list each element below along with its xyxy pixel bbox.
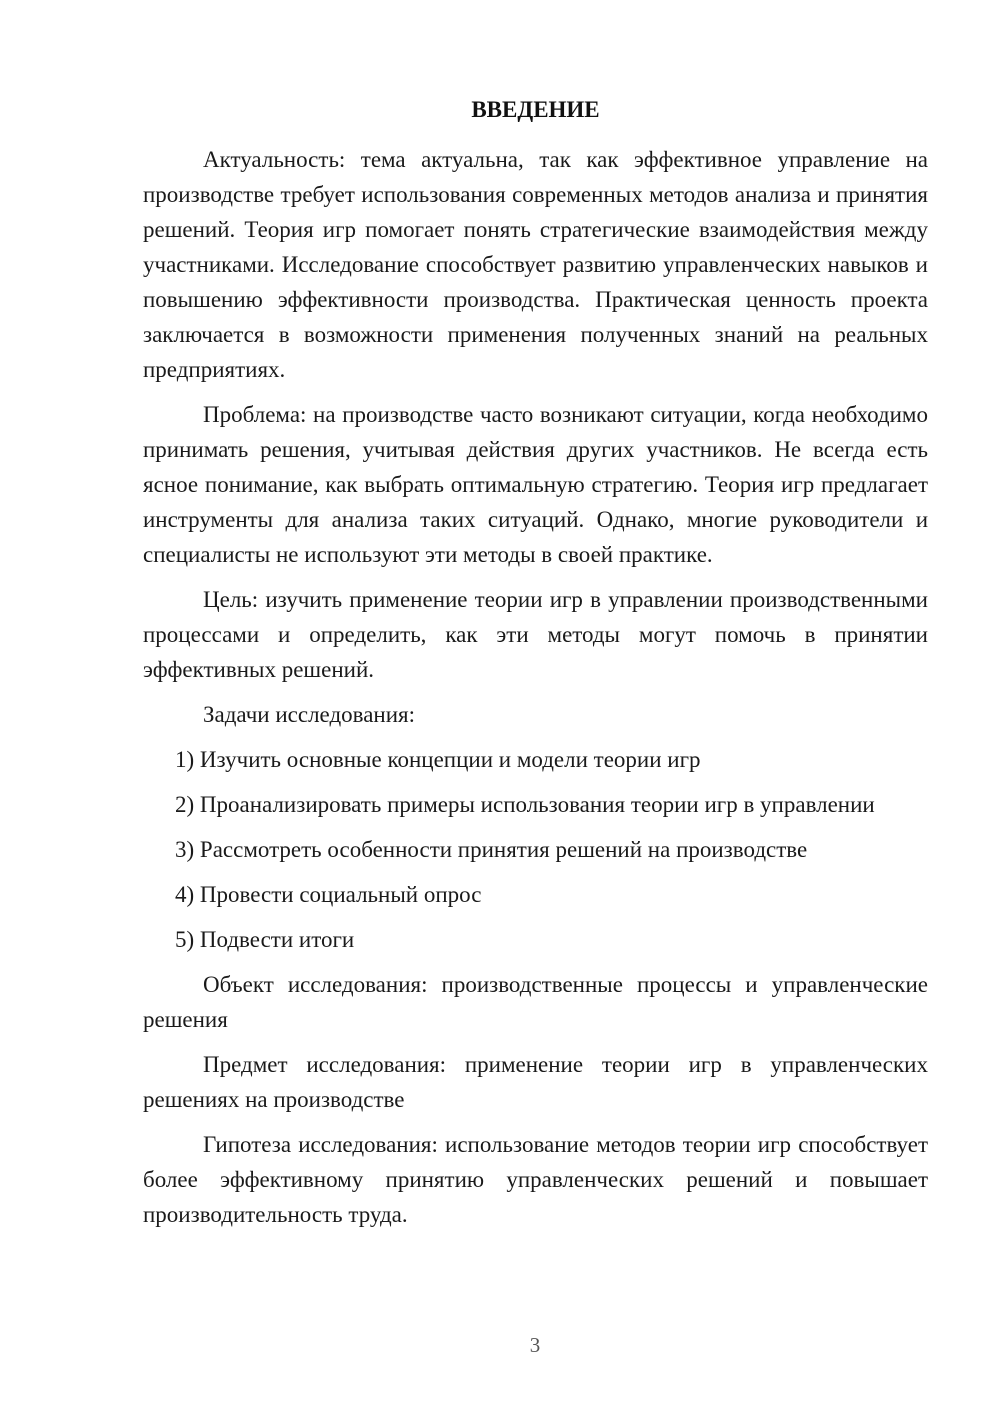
task-item: 4) Провести социальный опрос bbox=[175, 882, 482, 907]
goal-paragraph: Цель: изучить применение теории игр в управлении производственными процессами и определить, как эти методы могут помочь в принятии эффективных решений. bbox=[143, 587, 928, 682]
tasks-heading: Задачи исследования: bbox=[203, 702, 416, 727]
relevance-paragraph: Актуальность: тема актуальна, так как эффективное управление на производстве требует использования современных методов анализа и принятия решений. Теория игр помогает понять стратегические взаимодействия между участниками. Исследование способствует развитию управленческих навыков и повышению эффективности производства. Практическая ценность проекта заключается в возможности применения полученных знаний на реальных предприятиях. bbox=[143, 147, 928, 382]
page-number: 3 bbox=[529, 1333, 541, 1357]
document-body bbox=[143, 142, 928, 1232]
problem-paragraph: Проблема: на производстве часто возникают ситуации, когда необходимо принимать решения, учитывая действия других участников. Не всегда есть ясное понимание, как выбрать оптимальную стратегию. Теория игр предлагает инструменты для анализа таких ситуаций. Однако, многие руководители и специалисты не используют эти методы в своей практике. bbox=[143, 402, 928, 567]
object-paragraph: Объект исследования: производственные процессы и управленческие решения bbox=[143, 972, 928, 1032]
task-item: 2) Проанализировать примеры использования теории игр в управлении bbox=[175, 792, 875, 817]
task-item: 3) Рассмотреть особенности принятия решений на производстве bbox=[175, 837, 808, 862]
task-item: 1) Изучить основные концепции и модели теории игр bbox=[175, 747, 701, 772]
page-title: ВВЕДЕНИЕ bbox=[471, 97, 600, 122]
hypothesis-paragraph: Гипотеза исследования: использование методов теории игр способствует более эффективному принятию управленческих решений и повышает производительность труда. bbox=[143, 1132, 928, 1227]
task-item: 5) Подвести итоги bbox=[175, 927, 355, 952]
subject-paragraph: Предмет исследования: применение теории игр в управленческих решениях на производстве bbox=[143, 1052, 928, 1112]
